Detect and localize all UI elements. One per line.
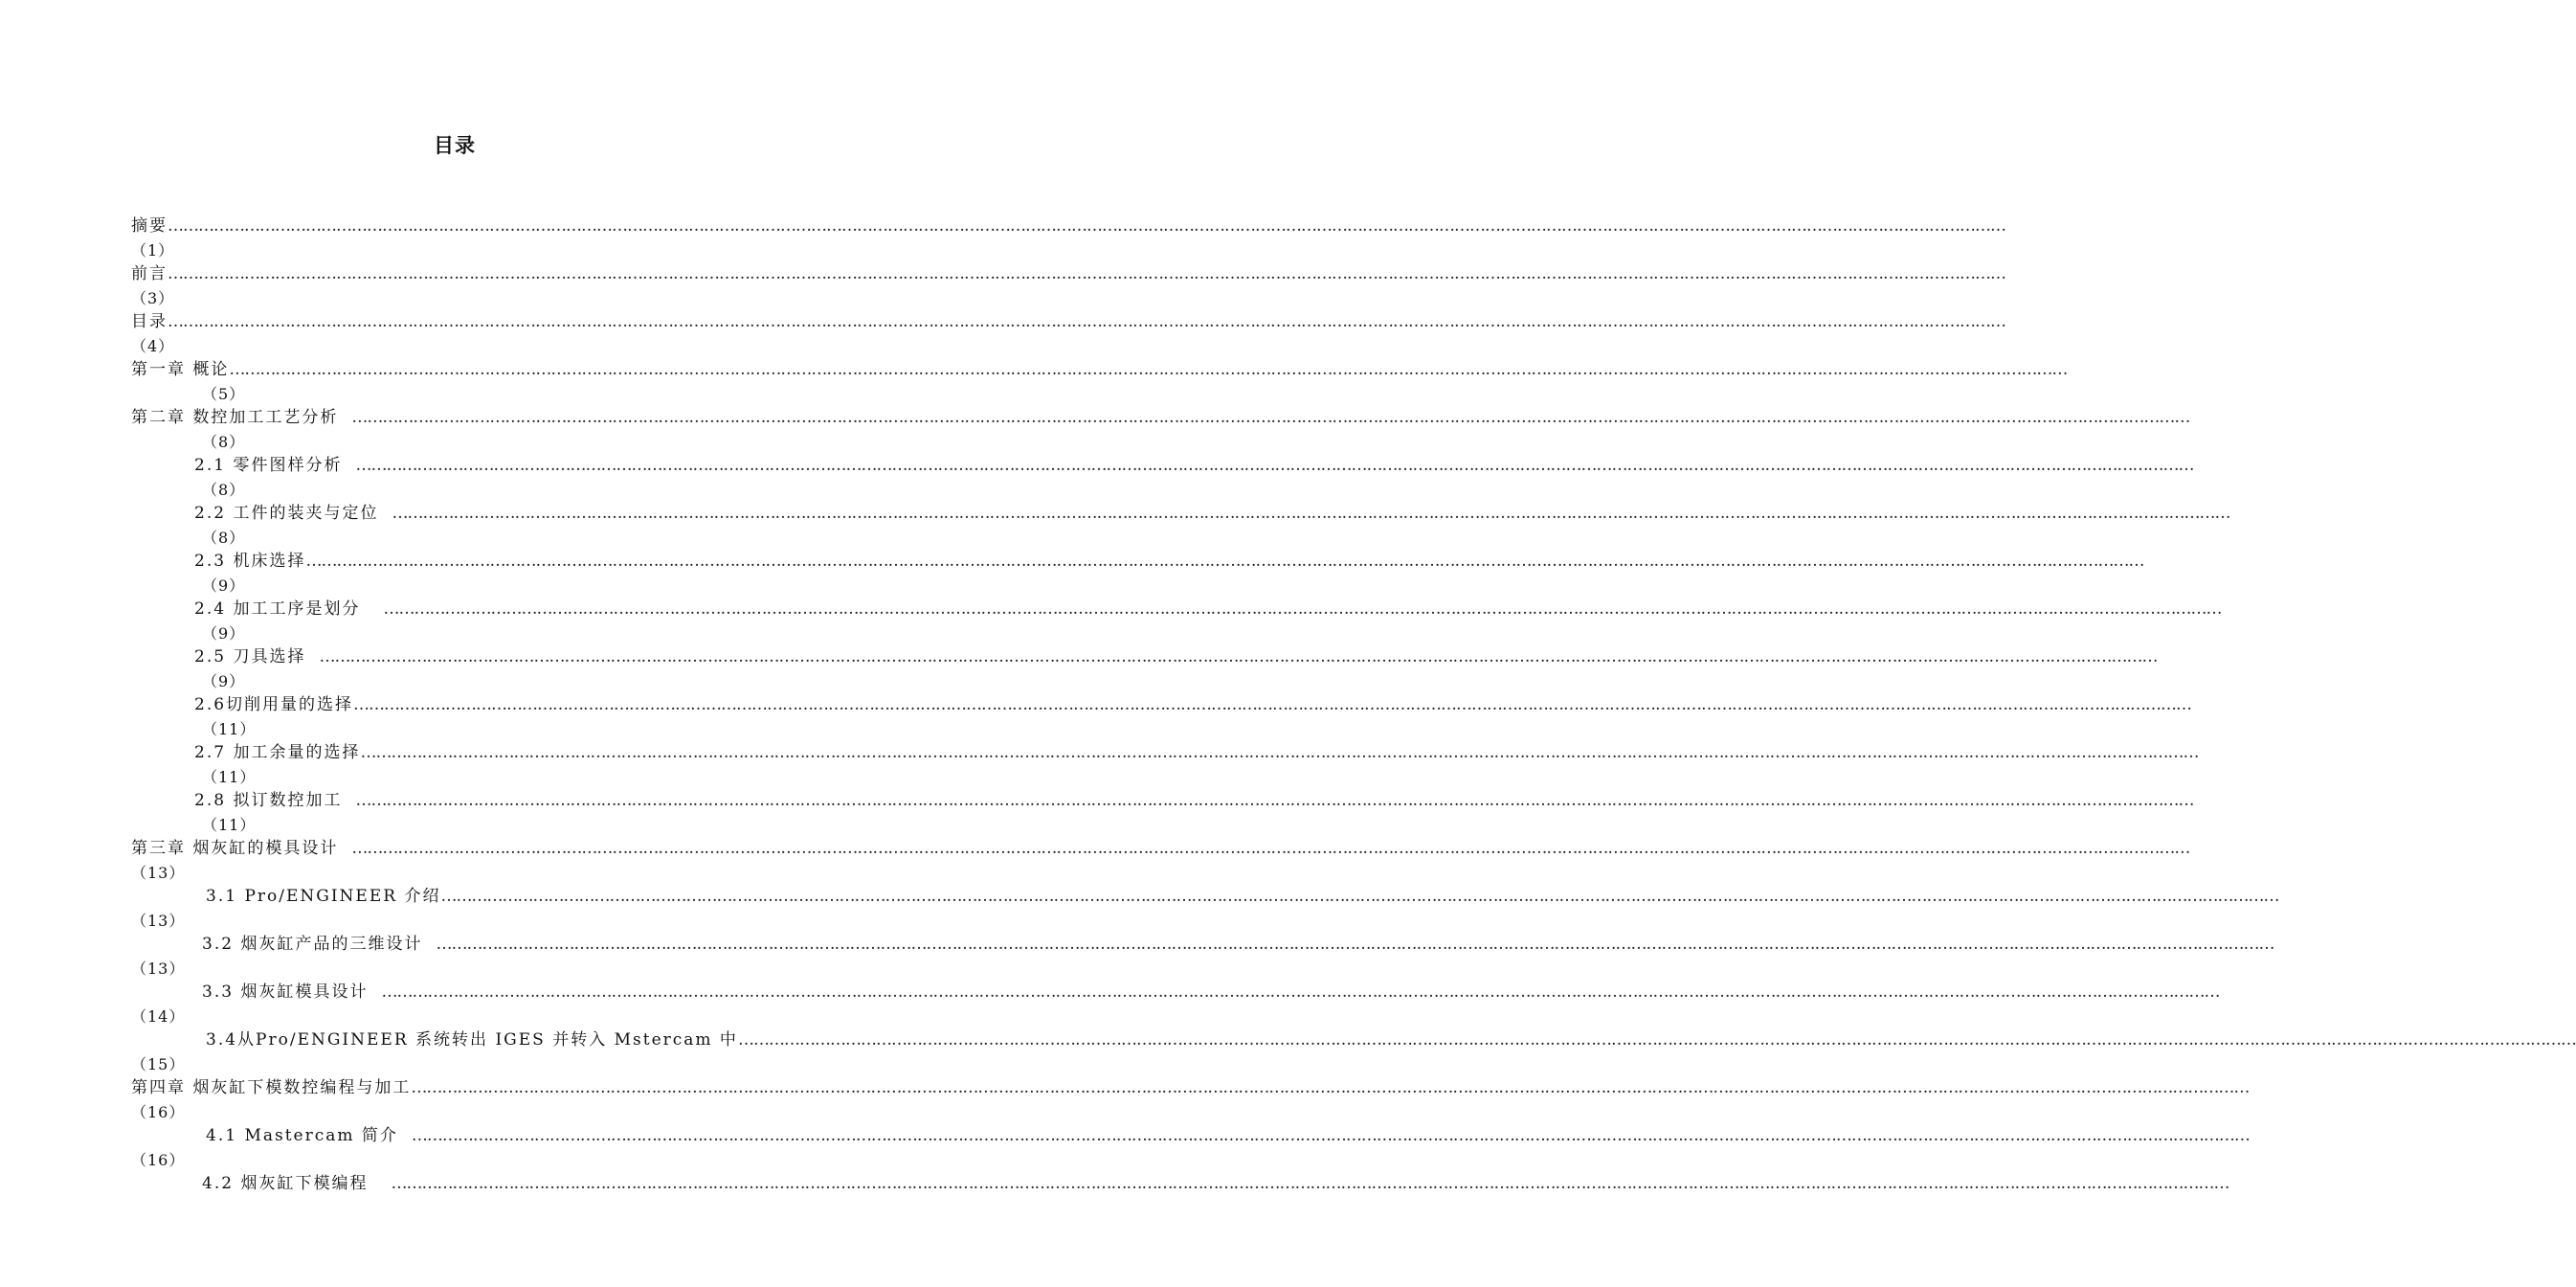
toc-entry-label: 第一章 概论 xyxy=(131,360,230,379)
toc-entry-line xyxy=(131,454,2194,478)
toc-entry xyxy=(131,837,2190,885)
toc-entry-line xyxy=(131,933,2274,957)
toc-entry xyxy=(131,741,2199,789)
toc-entry-page-number: （15） xyxy=(131,1055,186,1073)
toc-leader-dots: ……………………………………………………………………………………………………………………………………………………………………………………………………………………………………………………………………………………………………………………………… xyxy=(168,216,2005,236)
toc-entry-line xyxy=(131,358,2068,382)
toc-entry-page-number: （3） xyxy=(131,289,175,307)
toc-entry-line xyxy=(131,741,2199,765)
toc-entry-page-number: （8） xyxy=(202,481,246,499)
toc-leader-dots: ……………………………………………………………………………………………………………………………………………………………………………………………………………………………………………………………………………………………………………………………… xyxy=(351,839,2190,858)
toc-entry-line xyxy=(131,502,2230,526)
toc-leader-dots: ……………………………………………………………………………………………………………………………………………………………………………………………………………………………………………………………………………………………………………………………… xyxy=(351,408,2190,427)
toc-entry-page-number: （8） xyxy=(202,529,246,547)
toc-entry-page-number: （9） xyxy=(202,624,246,643)
toc-entry-label: 2.4 加工工序是划分 xyxy=(194,599,361,619)
page-title: 目录 xyxy=(434,134,476,157)
toc-entry xyxy=(131,1172,2229,1220)
toc-entry-line xyxy=(131,981,2220,1005)
toc-entry-label: 2.5 刀具选择 xyxy=(194,647,306,666)
toc-entry-page-number: （13） xyxy=(131,864,186,882)
toc-entry-label: 2.1 零件图样分析 xyxy=(194,456,343,475)
toc-leader-dots: ……………………………………………………………………………………………………………………………………………………………………………………………………………………………………………………………………………………………………………………………… xyxy=(392,504,2230,523)
toc-leader-dots: ……………………………………………………………………………………………………………………………………………………………………………………………………………………………………………………………………………………………………………………………… xyxy=(391,1174,2229,1193)
toc-entry-page-number: （1） xyxy=(131,241,175,260)
toc-entry-page-number: （13） xyxy=(131,960,186,978)
toc-entry xyxy=(131,406,2190,454)
toc-entry xyxy=(131,214,2005,262)
toc-entry xyxy=(131,502,2230,550)
toc-entry-page-number: （14） xyxy=(131,1007,186,1026)
toc-entry-label: 3.2 烟灰缸产品的三维设计 xyxy=(202,935,423,954)
toc-entry-line xyxy=(131,885,2279,909)
toc-leader-dots: ……………………………………………………………………………………………………………………………………………………………………………………………………………………………………………………………………………………………………………………………… xyxy=(383,599,2222,619)
toc-leader-dots: ……………………………………………………………………………………………………………………………………………………………………………………………………………………………………………………………………………………………………………………………… xyxy=(319,647,2158,666)
toc-entry-line xyxy=(131,214,2005,238)
toc-leader-dots: ……………………………………………………………………………………………………………………………………………………………………………………………………………………………………………………………………………………………………………………………… xyxy=(168,312,2005,331)
toc-entry xyxy=(131,454,2194,502)
toc-entry-line xyxy=(131,598,2222,621)
toc-entry-line xyxy=(131,693,2192,717)
toc-leader-dots: ……………………………………………………………………………………………………………………………………………………………………………………………………………………………………………………………………………………………………………………………… xyxy=(353,695,2192,714)
toc-entry xyxy=(131,645,2158,693)
toc-entry-line xyxy=(131,406,2190,430)
toc-entry-line xyxy=(131,837,2190,861)
toc-entry-line xyxy=(131,310,2005,334)
toc-entry-line xyxy=(131,262,2005,286)
toc-entry-line xyxy=(131,1124,2250,1148)
toc-entry xyxy=(131,1076,2250,1124)
toc-entry xyxy=(131,310,2005,358)
toc-leader-dots: ……………………………………………………………………………………………………………………………………………………………………………………………………………………………………………………………………………………………………………………………… xyxy=(168,264,2005,283)
toc-entry-page-number: （11） xyxy=(202,768,257,786)
toc-leader-dots: ……………………………………………………………………………………………………………………………………………………………………………………………………………………………………………………………………………………………………………………………… xyxy=(355,791,2194,810)
toc-entry-page-number: （11） xyxy=(202,816,257,834)
toc-entry xyxy=(131,262,2005,310)
toc-leader-dots: ……………………………………………………………………………………………………………………………………………………………………………………………………………………………………………………………………………………………………………………………… xyxy=(355,456,2194,475)
toc-leader-dots: ……………………………………………………………………………………………………………………………………………………………………………………………………………………………………………………………………………………………………………………………… xyxy=(436,935,2274,954)
toc-entry-label: 第三章 烟灰缸的模具设计 xyxy=(131,839,339,858)
toc-entry-label: 前言 xyxy=(131,264,168,283)
toc-entry-label: 4.2 烟灰缸下模编程 xyxy=(202,1174,369,1193)
toc-entry-line xyxy=(131,550,2144,574)
toc-entry-page-number: （8） xyxy=(202,433,246,451)
toc-entry xyxy=(131,1124,2250,1172)
toc-entry xyxy=(131,550,2144,598)
toc-leader-dots: ……………………………………………………………………………………………………………………………………………………………………………………………………………………………………………………………………………………………………………………………… xyxy=(381,982,2220,1002)
toc-entry xyxy=(131,981,2220,1028)
toc-leader-dots: ……………………………………………………………………………………………………………………………………………………………………………………………………………………………………………………………………………………………………………………………… xyxy=(440,887,2279,906)
toc-entry-label: 第四章 烟灰缸下模数控编程与加工 xyxy=(131,1078,412,1097)
toc-entry xyxy=(131,933,2274,981)
toc-entry-label: 2.2 工件的装夹与定位 xyxy=(194,504,379,523)
toc-leader-dots: ……………………………………………………………………………………………………………………………………………………………………………………………………………………………………………………………………………………………………………………………… xyxy=(737,1030,2576,1050)
toc-entry xyxy=(131,693,2192,741)
toc-entry-page-number: （9） xyxy=(202,672,246,690)
toc-entry-page-number: （16） xyxy=(131,1151,186,1169)
toc-entry-label: 2.7 加工余量的选择 xyxy=(194,743,361,762)
toc-entry-page-number: （13） xyxy=(131,912,186,930)
toc-entry-page-number: （5） xyxy=(202,385,246,403)
toc-entry xyxy=(131,885,2279,933)
toc-entry xyxy=(131,598,2222,645)
toc-entry xyxy=(131,358,2068,406)
toc-entry-line xyxy=(131,789,2194,813)
toc-entry-label: 2.6切削用量的选择 xyxy=(194,695,354,714)
toc-entry-page-number: （9） xyxy=(202,576,246,595)
table-of-contents xyxy=(131,214,2576,1220)
toc-entry xyxy=(131,789,2194,837)
toc-entry xyxy=(131,1028,2576,1076)
toc-entry-page-number: （16） xyxy=(131,1103,186,1121)
toc-leader-dots: ……………………………………………………………………………………………………………………………………………………………………………………………………………………………………………………………………………………………………………………………… xyxy=(411,1126,2250,1145)
toc-entry-line xyxy=(131,1172,2229,1196)
toc-entry-page-number: （11） xyxy=(202,720,257,738)
toc-entry-label: 3.3 烟灰缸模具设计 xyxy=(202,982,369,1002)
toc-entry-label: 4.1 Mastercam 简介 xyxy=(206,1126,398,1145)
toc-leader-dots: ……………………………………………………………………………………………………………………………………………………………………………………………………………………………………………………………………………………………………………………………… xyxy=(229,360,2068,379)
toc-entry-label: 摘要 xyxy=(131,216,168,236)
toc-leader-dots: ……………………………………………………………………………………………………………………………………………………………………………………………………………………………………………………………………………………………………………………………… xyxy=(411,1078,2250,1097)
toc-entry-label: 2.8 拟订数控加工 xyxy=(194,791,343,810)
toc-entry-line xyxy=(131,645,2158,669)
toc-entry-page-number: （4） xyxy=(131,337,175,355)
toc-leader-dots: ……………………………………………………………………………………………………………………………………………………………………………………………………………………………………………………………………………………………………………………………… xyxy=(360,743,2199,762)
toc-entry-label: 2.3 机床选择 xyxy=(194,552,306,571)
toc-entry-label: 3.1 Pro/ENGINEER 介绍 xyxy=(206,887,441,906)
toc-entry-label: 3.4从Pro/ENGINEER 系统转出 IGES 并转入 Mstercam 中 xyxy=(206,1030,738,1050)
toc-entry-label: 第二章 数控加工工艺分析 xyxy=(131,408,339,427)
toc-entry-line xyxy=(131,1028,2576,1052)
toc-leader-dots: ……………………………………………………………………………………………………………………………………………………………………………………………………………………………………………………………………………………………………………………………… xyxy=(305,552,2144,571)
toc-entry-label: 目录 xyxy=(131,312,168,331)
toc-entry-line xyxy=(131,1076,2250,1100)
